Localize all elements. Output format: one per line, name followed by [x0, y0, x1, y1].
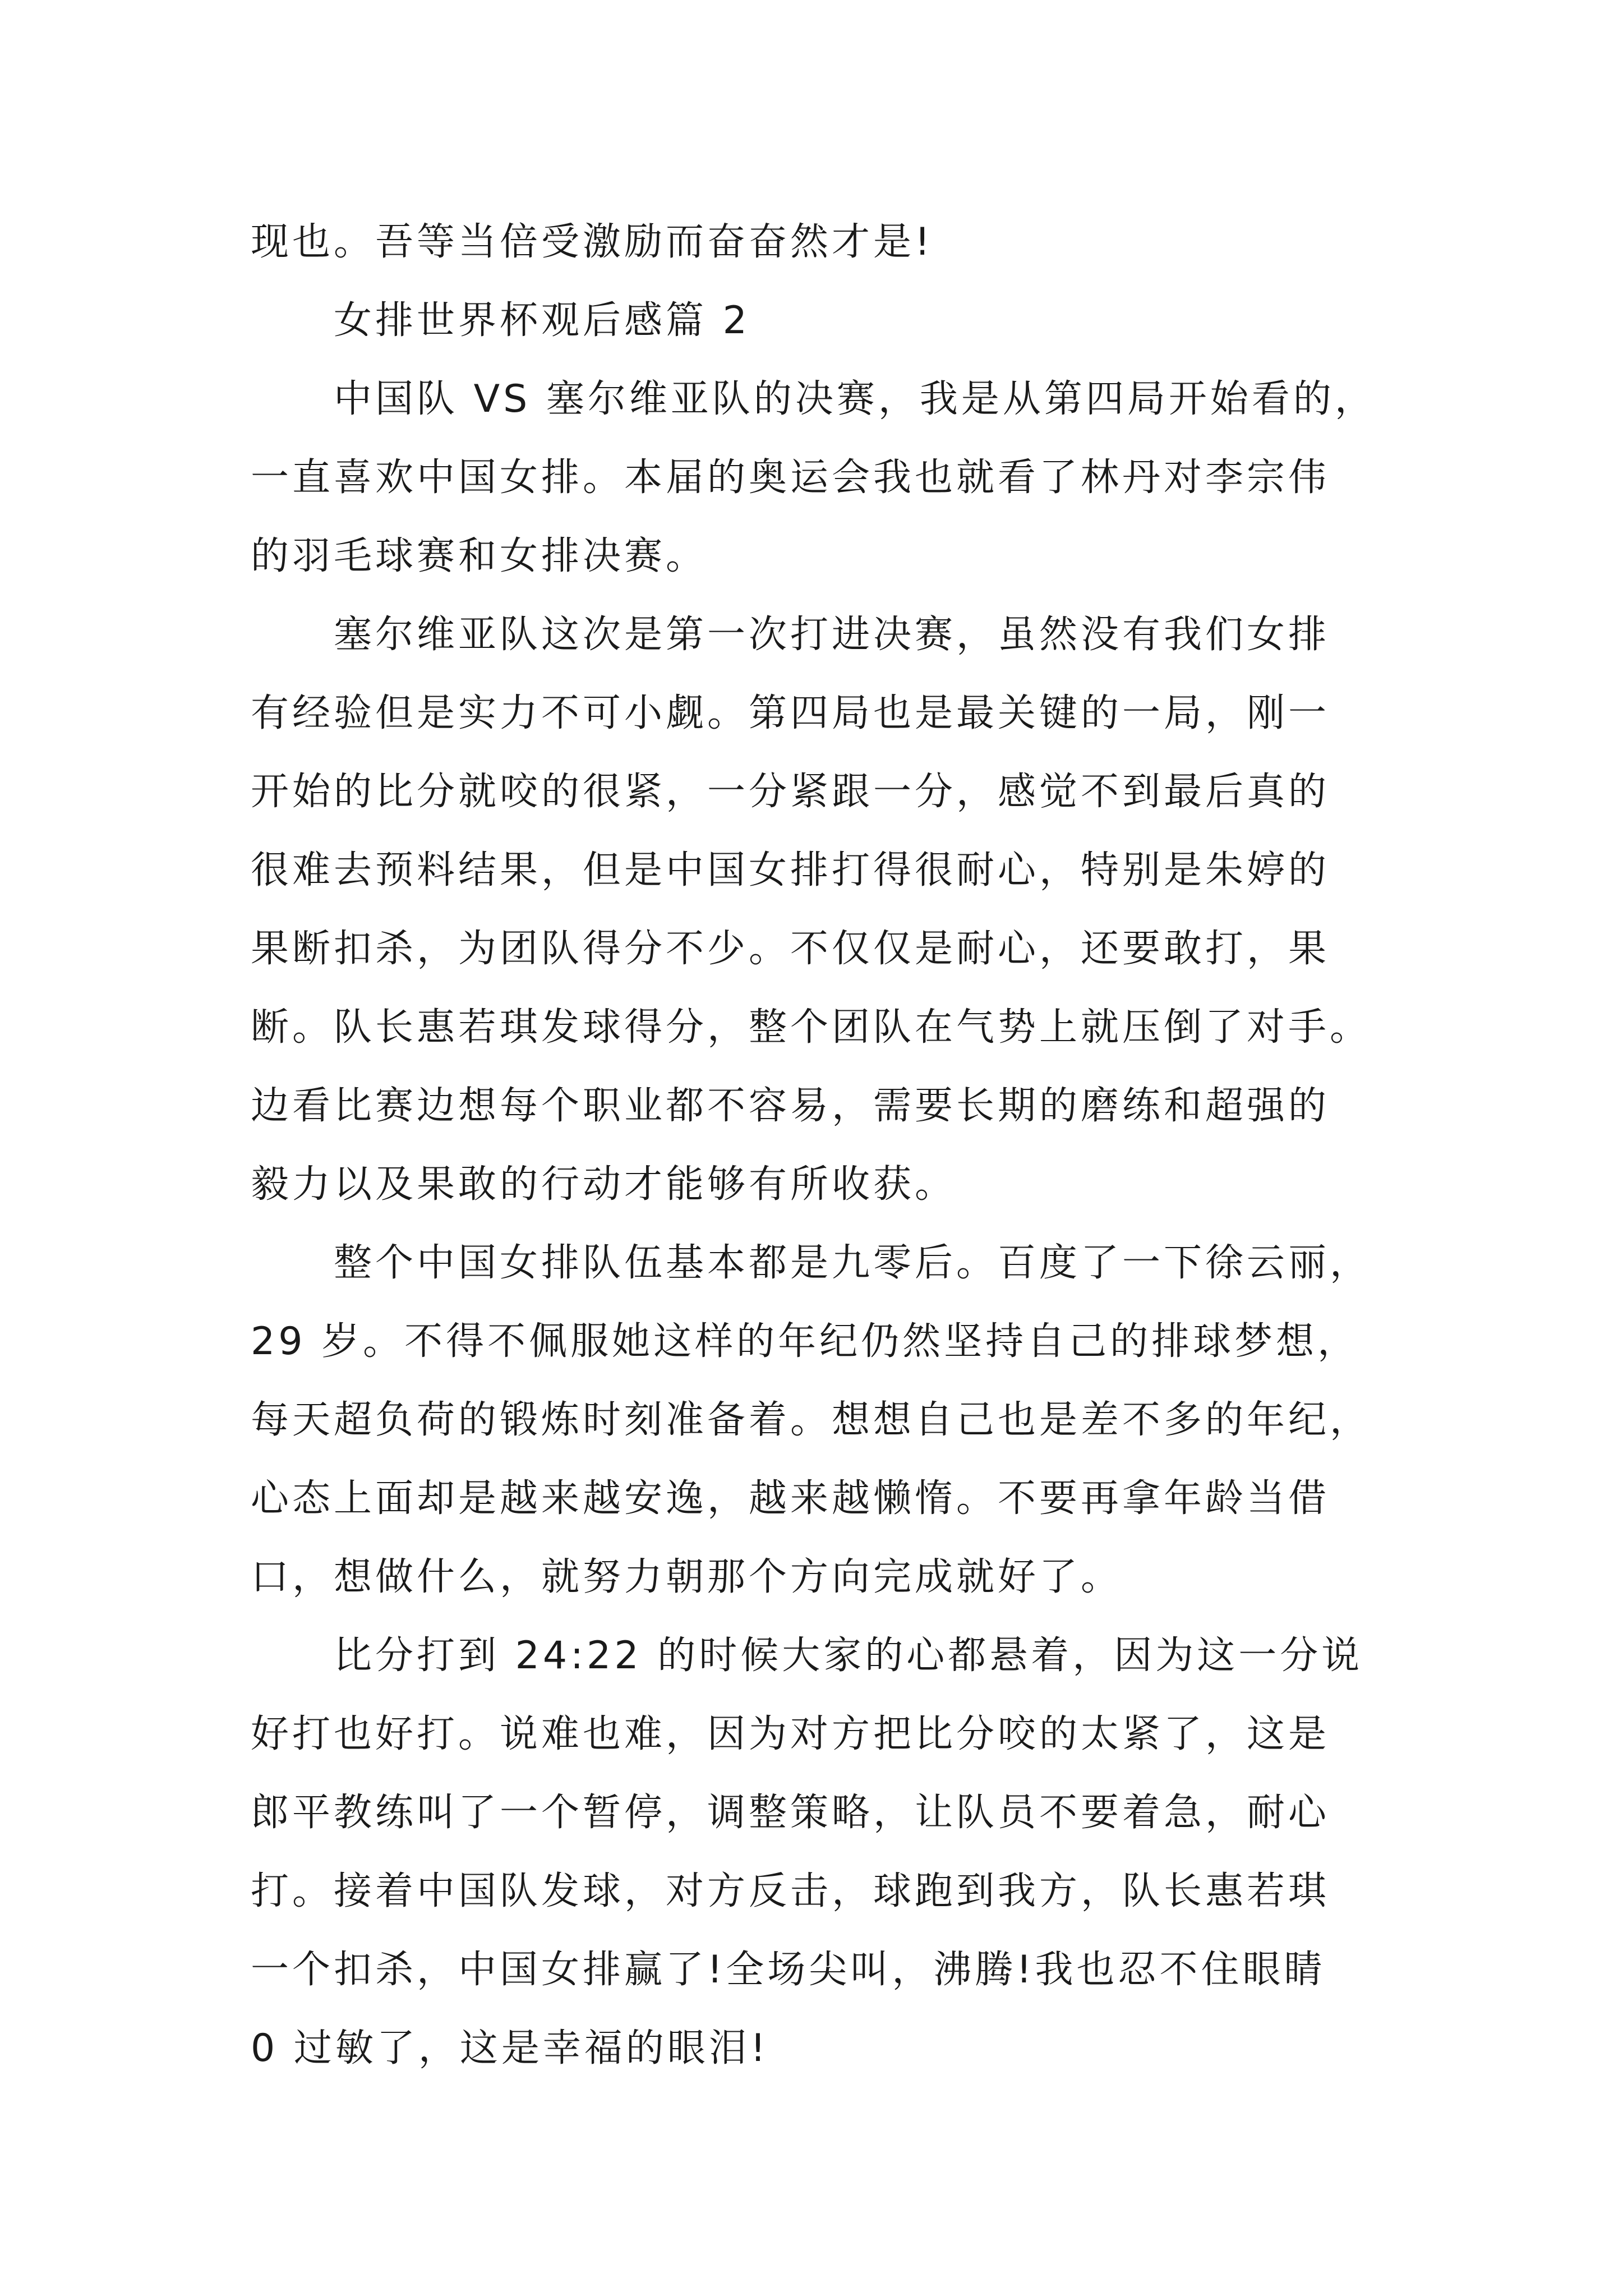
- text-line: 边看比赛边想每个职业都不容易，需要长期的磨练和超强的: [251, 1084, 1330, 1128]
- text-line: 郎平教练叫了一个暂停，调整策略，让队员不要着急，耐心: [251, 1791, 1330, 1835]
- text-line: 0 过敏了，这是幸福的眼泪!: [251, 2026, 769, 2070]
- text-line: 毅力以及果敢的行动才能够有所收获。: [251, 1162, 957, 1207]
- text-line: 一个扣杀，中国女排赢了!全场尖叫，沸腾!我也忍不住眼睛: [251, 1948, 1326, 1992]
- text-line: 中国队 VS 塞尔维亚队的决赛，我是从第四局开始看的，: [334, 377, 1376, 421]
- text-line: 现也。吾等当倍受激励而奋奋然才是!: [251, 220, 934, 264]
- text-line: 开始的比分就咬的很紧，一分紧跟一分，感觉不到最后真的: [251, 770, 1330, 814]
- text-line: 每天超负荷的锻炼时刻准备着。想想自己也是差不多的年纪，: [251, 1398, 1372, 1442]
- text-line: 心态上面却是越来越安逸，越来越懒惰。不要再拿年龄当借: [251, 1476, 1330, 1521]
- text-line: 口，想做什么，就努力朝那个方向完成就好了。: [251, 1555, 1123, 1599]
- text-line: 29 岁。不得不佩服她这样的年纪仍然坚持自己的排球梦想，: [251, 1319, 1359, 1364]
- text-line: 整个中国女排队伍基本都是九零后。百度了一下徐云丽，: [334, 1241, 1372, 1285]
- body-text: [251, 203, 1395, 2088]
- text-line: 果断扣杀，为团队得分不少。不仅仅是耐心，还要敢打，果: [251, 927, 1330, 971]
- section-heading: 女排世界杯观后感篇 2: [334, 298, 750, 343]
- text-line: 比分打到 24:22 的时候大家的心都悬着，因为这一分说: [334, 1634, 1363, 1678]
- text-line: 有经验但是实力不可小觑。第四局也是最关键的一局，刚一: [251, 691, 1330, 735]
- text-line: 塞尔维亚队这次是第一次打进决赛，虽然没有我们女排: [334, 613, 1330, 657]
- text-line: 很难去预料结果，但是中国女排打得很耐心，特别是朱婷的: [251, 848, 1330, 892]
- text-line: 打。接着中国队发球，对方反击，球跑到我方，队长惠若琪: [251, 1869, 1330, 1913]
- text-line: 一直喜欢中国女排。本届的奥运会我也就看了林丹对李宗伟: [251, 455, 1330, 500]
- text-line: 断。队长惠若琪发球得分，整个团队在气势上就压倒了对手。: [251, 1005, 1372, 1050]
- text-line: 好打也好打。说难也难，因为对方把比分咬的太紧了，这是: [251, 1712, 1330, 1756]
- text-line: 的羽毛球赛和女排决赛。: [251, 534, 708, 578]
